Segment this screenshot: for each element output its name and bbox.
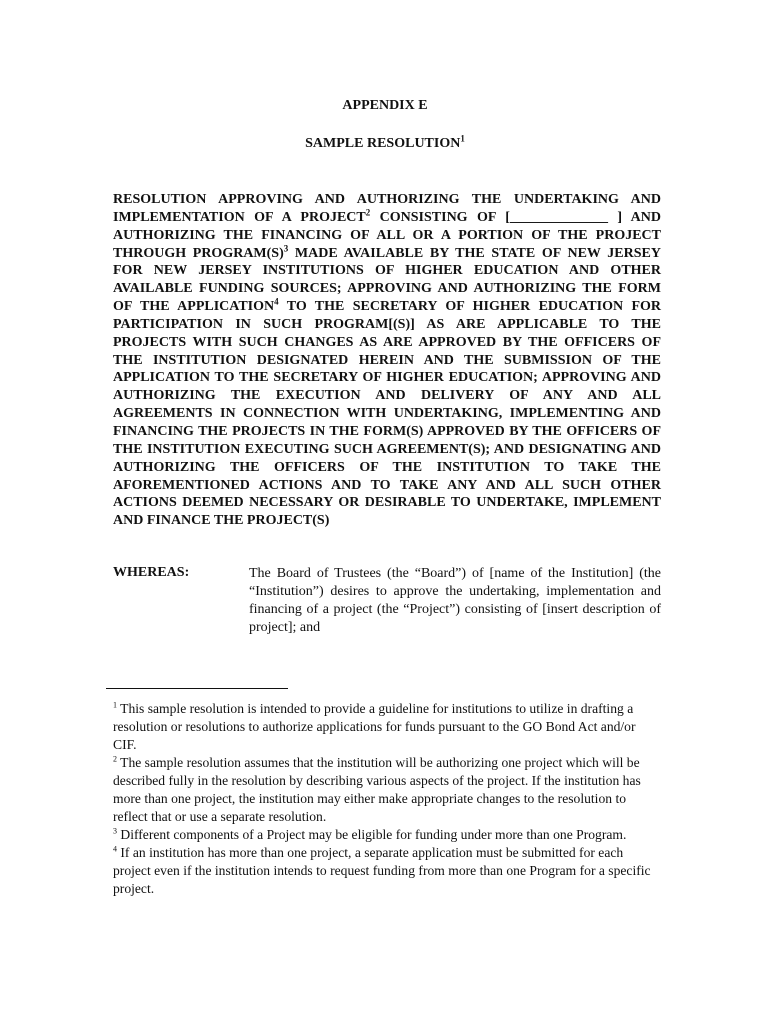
footnote-number: 2 — [113, 754, 117, 764]
footnote-text: The sample resolution assumes that the institution will be authorizing one project which will be described fully in the resolution by describing various aspects of the project. If the institution has more than one project, the institution may either make appropriate changes to the resolution to reflect that or use a separate resolution. — [113, 755, 641, 824]
footnote-text: Different components of a Project may be eligible for funding under more than one Program. — [117, 827, 627, 842]
footnote-text: This sample resolution is intended to provide a guideline for institutions to utilize in drafting a resolution or resolutions to authorize applications for funds pursuant to the GO Bond Act and/or CIF. — [113, 701, 636, 752]
footnote-4 — [113, 844, 653, 898]
resolution-heading — [113, 191, 661, 530]
whereas-label: WHEREAS: — [113, 565, 190, 580]
footnote-1 — [113, 700, 653, 754]
footnote-separator — [106, 688, 288, 689]
footnote-ref-3: 3 — [283, 242, 289, 253]
footnote-number: 1 — [113, 700, 117, 710]
footnote-3 — [113, 826, 653, 844]
appendix-title: APPENDIX E — [342, 98, 428, 113]
resolution-text-part-4: TO THE SECRETARY OF HIGHER EDUCATION FOR PARTICIPATION IN SUCH PROGRAM[(S)] AS ARE APPLICABLE TO THE PROJECTS WITH SUCH CHANGES AS ARE APPROVED BY THE OFFICERS OF THE INSTITUTION DESIGNATED HEREIN AND THE SUBMISSION OF THE APPLICATION TO THE SECRETARY OF HIGHER EDUCATION; APPROVING AND AUTHORIZING THE EXECUTION AND DELIVERY OF ANY AND ALL AGREEMENTS IN CONNECTION WITH UNDERTAKING, IMPLEMENTING AND FINANCING THE PROJECTS IN THE FORM(S) APPROVED BY THE OFFICERS OF THE INSTITUTION EXECUTING SUCH AGREEMENT(S); AND DESIGNATING AND AUTHORIZING THE OFFICERS OF THE INSTITUTION TO TAKE THE AFOREMENTIONED ACTIONS AND TO TAKE ANY AND ALL SUCH OTHER ACTIONS DEEMED NECESSARY OR DESIRABLE TO UNDERTAKE, IMPLEMENT AND FINANCE THE PROJECT(S) — [113, 299, 661, 529]
footnote-ref-2: 2 — [365, 207, 371, 218]
resolution-text-part-1: RESOLUTION APPROVING AND AUTHORIZING THE UNDERTAKING AND IMPLEMENTATION OF A PROJECT — [113, 192, 661, 225]
resolution-text-part-2: CONSISTING OF [______________ ] AND AUTHORIZING THE FINANCING OF ALL OR A PORTION OF THE PROJECT THROUGH PROGRAM(S) — [113, 209, 661, 261]
footnotes — [113, 700, 653, 898]
footnote-ref-1: 1 — [460, 133, 465, 144]
sample-resolution-title-text: SAMPLE RESOLUTION — [305, 136, 461, 151]
resolution-text-part-3: MADE AVAILABLE BY THE STATE OF NEW JERSEY FOR NEW JERSEY INSTITUTIONS OF HIGHER EDUCATION AND OTHER AVAILABLE FUNDING SOURCES; APPROVING AND AUTHORIZING THE FORM OF THE APPLICATION — [113, 245, 661, 315]
footnote-number: 4 — [113, 844, 117, 854]
footnote-ref-4: 4 — [274, 296, 279, 307]
footnote-text: If an institution has more than one project, a separate application must be submitted for each project even if the institution intends to request funding from more than one Program for a specific project. — [113, 845, 651, 896]
footnote-number: 3 — [113, 826, 117, 836]
sample-resolution-title — [0, 133, 770, 152]
footnote-2 — [113, 754, 653, 826]
whereas-clause: The Board of Trustees (the “Board”) of [name of the Institution] (the “Institution”) desires to approve the undertaking, implementation and financing of a project (the “Project”) consisting of [insert description of project]; and — [249, 566, 661, 635]
